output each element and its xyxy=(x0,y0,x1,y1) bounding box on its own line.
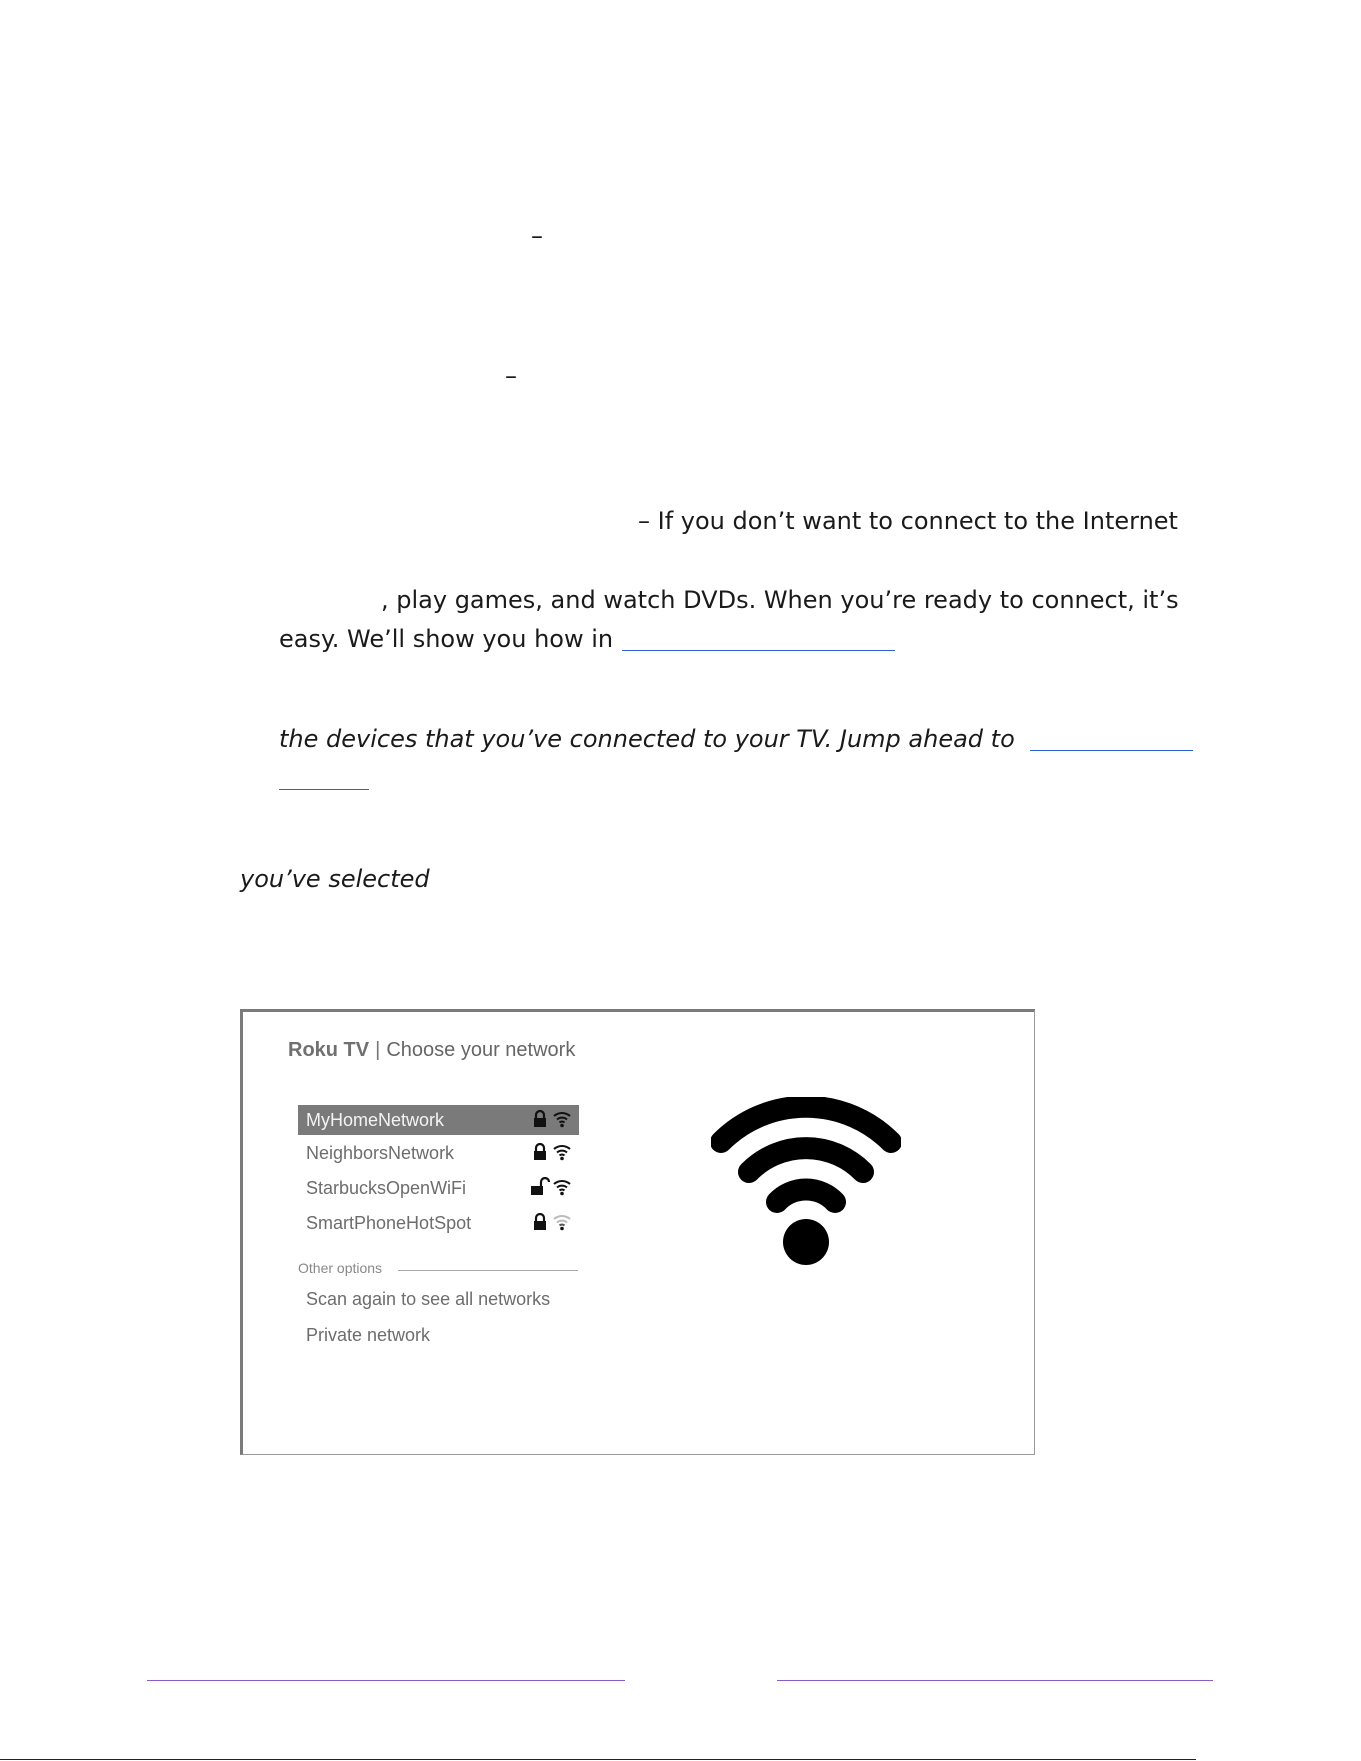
network-name: SmartPhoneHotSpot xyxy=(306,1213,472,1233)
network-screenshot xyxy=(240,1009,1035,1455)
wifi-icon xyxy=(711,1097,901,1271)
dash-2: – xyxy=(505,362,517,390)
scan-again-option[interactable]: Scan again to see all networks xyxy=(306,1289,551,1309)
lock-icon xyxy=(532,1109,548,1134)
lock-icon xyxy=(532,1142,548,1167)
network-item-neighborsnetwork[interactable] xyxy=(298,1138,579,1168)
wifi-signal-icon xyxy=(553,1177,571,1202)
page-bottom-rule xyxy=(0,1759,1196,1760)
private-network-option[interactable]: Private network xyxy=(306,1325,431,1345)
header-separator: | xyxy=(375,1039,381,1061)
jump-ahead-link-part-2[interactable] xyxy=(279,789,369,790)
wifi-signal-icon xyxy=(553,1109,571,1134)
network-item-myhomenetwork[interactable] xyxy=(298,1105,579,1135)
italic-paragraph-line-1: the devices that you’ve connected to your TV. Jump ahead to xyxy=(279,725,1015,753)
dash-1: – xyxy=(531,222,543,250)
screen-header xyxy=(288,1039,575,1062)
wifi-weak-signal-icon xyxy=(553,1212,571,1237)
network-name: MyHomeNetwork xyxy=(306,1110,445,1130)
other-options-label: Other options xyxy=(298,1260,383,1276)
other-options-divider xyxy=(398,1270,578,1271)
jump-ahead-link-part-1[interactable] xyxy=(1030,750,1193,751)
network-item-smartphonehotspot[interactable] xyxy=(298,1208,579,1238)
internet-paragraph-line-2: , play games, and watch DVDs. When you’re ready to connect, it’s xyxy=(381,586,1179,614)
network-item-starbucksopenwifi[interactable] xyxy=(298,1173,579,1203)
roku-tv-logo: Roku TV xyxy=(288,1039,370,1061)
wifi-signal-icon xyxy=(553,1142,571,1167)
screen-title: Choose your network xyxy=(386,1039,576,1061)
cross-reference-link[interactable] xyxy=(622,650,895,651)
footer-rule-left xyxy=(147,1680,625,1681)
selected-text: you’ve selected xyxy=(240,865,430,893)
unlocked-icon xyxy=(530,1177,550,1202)
network-name: NeighborsNetwork xyxy=(306,1143,455,1163)
network-name: StarbucksOpenWiFi xyxy=(306,1178,467,1198)
internet-paragraph-line-3: easy. We’ll show you how in xyxy=(279,625,614,653)
lock-icon xyxy=(532,1212,548,1237)
footer-rule-right xyxy=(777,1680,1213,1681)
internet-paragraph-line-1: – If you don’t want to connect to the Internet xyxy=(638,507,1178,535)
